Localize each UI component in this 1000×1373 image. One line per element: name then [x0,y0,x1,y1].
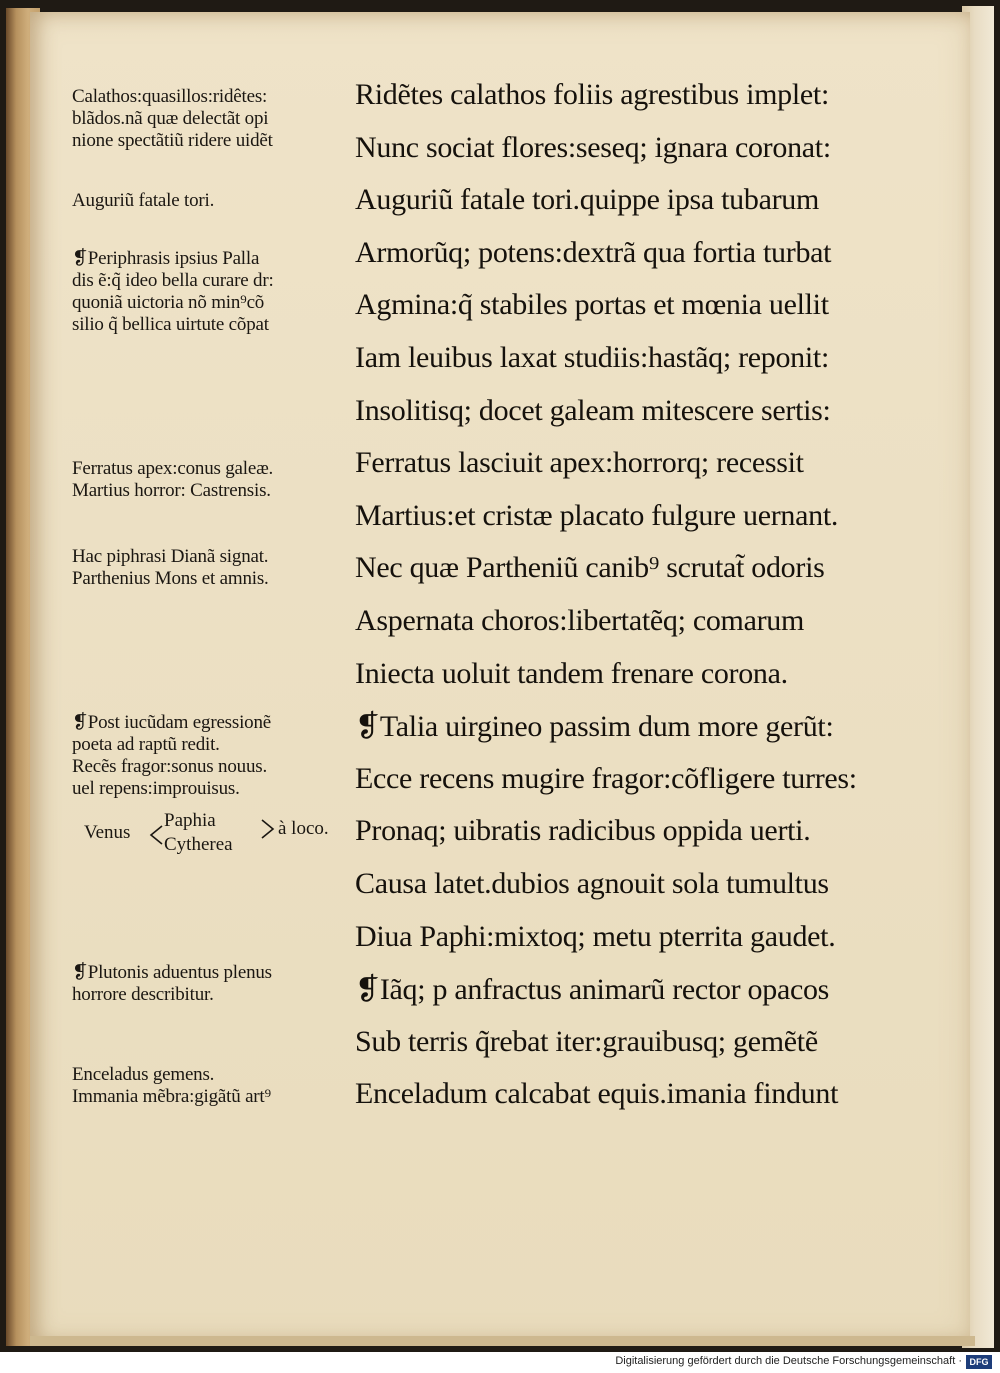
verse-line: Aspernata choros:libertatẽq; comarum [355,604,805,637]
page-edge-bottom [30,1336,975,1346]
footer [0,1352,1000,1373]
verse-line: Auguriũ fatale tori.quippe ipsa tubarum [355,183,820,217]
margin-gloss [72,546,269,590]
margin-gloss [72,190,214,212]
gloss-line: quoniã uictoria nõ min⁹cõ [72,292,265,313]
gloss-line: Auguriũ fatale tori. [72,190,215,211]
verse-line: Ecce recens mugire fragor:cõfligere turres: [355,761,857,795]
gloss-line: ❡Periphrasis ipsius Palla [72,248,260,269]
verse-line: Pronaq; uibratis radicibus oppida uerti. [355,814,811,848]
gloss-line: horrore describitur. [72,984,214,1005]
gloss-line: poeta ad raptũ redit. [72,734,220,755]
venus-aloco: à loco. [278,818,329,839]
verse-line: Diua Paphi:mixtoq; metu pterrita gaudet. [355,919,836,953]
margin-gloss [72,86,273,152]
verse-line: Agmina:q̃ stabiles portas et mœnia uellit [355,288,829,322]
verse-line: Insolitisq; docet galeam mitescere sertis: [355,393,831,427]
margin-gloss [72,1064,271,1108]
verse-line: Causa latet.dubios agnouit sola tumultus [355,867,829,900]
gloss-line: nione spectãtiũ ridere uidẽt [72,130,273,151]
gloss-line: silio q̃ bellica uirtute cõpat [72,314,269,335]
verse-line: ❡Iãq; p anfractus animarũ rector opacos [355,973,830,1007]
margin-gloss [72,248,274,336]
gloss-line: uel repens:improuisus. [72,778,240,799]
margin-gloss [72,962,272,1006]
gloss-line: Immania mẽbra:gigãtũ art⁹ [72,1086,271,1107]
gloss-line: Calathos:quasillos:ridêtes: [72,86,268,107]
verse-line: Armorũq; potens:dextrã qua fortia turbat [355,235,832,269]
gloss-line: Martius horror: Castrensis. [72,480,271,501]
gloss-line: Recẽs fragor:sonus nouus. [72,756,267,777]
bracket-left-icon [148,824,164,846]
verse-line: Iniecta uoluit tandem frenare corona. [355,656,788,690]
venus-paphia: Paphia [164,810,216,831]
gloss-line: Parthenius Mons et amnis. [72,568,269,589]
verse-line: Nunc sociat flores:seseq; ignara coronat: [355,130,831,164]
verse-line: Nec quæ Partheniũ canib⁹ scrutat̃ odoris [355,551,825,585]
dfg-logo-icon: DFG [966,1355,992,1369]
verse-line: Ridẽtes calathos foliis agrestibus implet: [355,78,829,111]
gloss-line: Ferratus apex:conus galeæ. [72,458,274,479]
verse-line: Enceladum calcabat equis.imania findunt [355,1077,839,1111]
footer-credit: Digitalisierung gefördert durch die Deutsche Forschungsgemeinschaft · [615,1355,962,1367]
gloss-line: Hac piphrasi Dianã signat. [72,546,269,567]
venus-label: Venus [84,822,131,843]
venus-cytherea: Cytherea [164,834,233,855]
verse-line: Iam leuibus laxat studiis:hastãq; reponit: [355,341,829,374]
verse-line: ❡Talia uirgineo passim dum more gerũt: [355,710,834,744]
gloss-line: Enceladus gemens. [72,1064,215,1085]
margin-gloss [72,712,271,800]
verse-line: Martius:et cristæ placato fulgure uernant. [355,498,839,532]
gloss-line: ❡Plutonis aduentus plenus [72,962,272,983]
verse-line: Ferratus lasciuit apex:horrorq; recessit [355,446,804,480]
verse-line: Sub terris q̃rebat iter:grauibusq; gemẽtẽ [355,1024,818,1058]
gloss-line: blãdos.nã quæ delectãt opi [72,108,269,129]
gloss-line: ❡Post iucũdam egressionẽ [72,712,271,733]
gloss-line: dis ẽ:q̃ ideo bella curare dr: [72,270,274,291]
bracket-right-icon [260,818,276,840]
margin-gloss [72,458,273,502]
